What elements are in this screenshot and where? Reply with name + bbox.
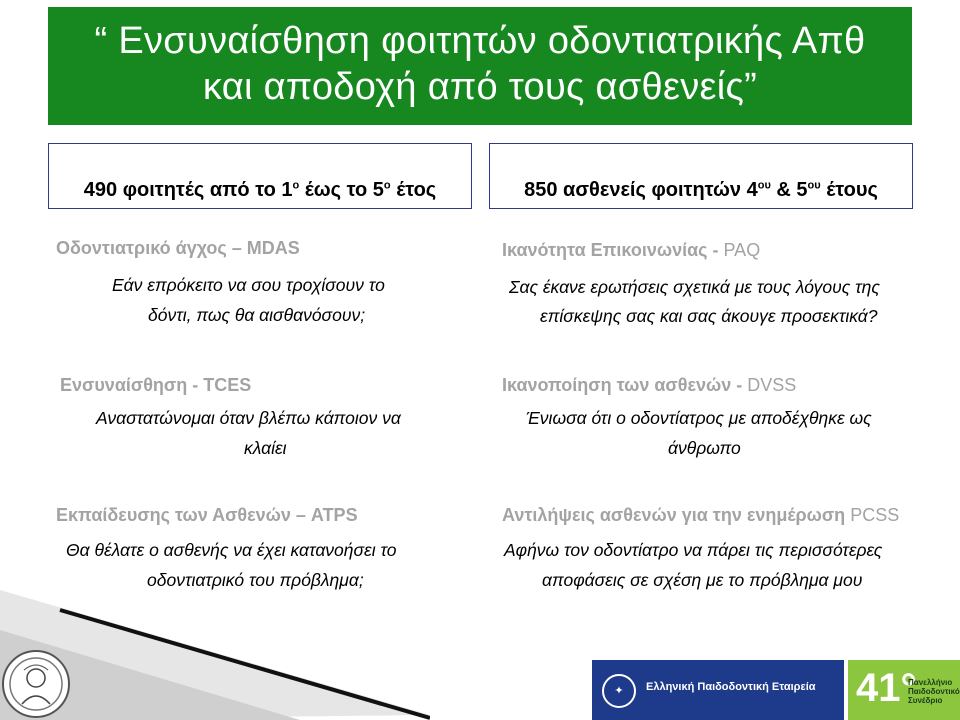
- pcss-quote-line-2: αποφάσεις σε σχέση με το πρόβλημα μου: [542, 570, 863, 590]
- students-box-text: 490 φοιτητές από το $1^o$ έως το $5^o$ έτος: [83, 179, 437, 201]
- dvss-heading: Ικανοποίηση των ασθενών - DVSS: [502, 375, 797, 395]
- atps-heading: Εκπαίδευσης των Ασθενών – ATPS: [56, 505, 358, 525]
- tces-quote-line-2: κλαίει: [244, 438, 287, 458]
- tces-heading: Ενσυναίσθηση - TCES: [60, 375, 252, 395]
- society-name: Ελληνική Παιδοδοντική Εταιρεία: [646, 681, 816, 693]
- congress-number: 41°: [856, 666, 917, 710]
- pcss-heading: Αντιλήψεις ασθενών για την ενημέρωση PCSS: [502, 505, 900, 525]
- mdas-heading: Οδοντιατρικό άγχος – MDAS: [56, 238, 300, 258]
- slide-title-line-1: “ Ενσυναίσθηση φοιτητών οδοντιατρικής Απθ: [94, 20, 866, 62]
- mdas-quote-line-2: δόντι, πως θα αισθανόσουν;: [148, 305, 366, 325]
- society-emblem-icon: ✦: [602, 674, 636, 708]
- students-box: [48, 143, 472, 209]
- mdas-quote-line-1: Εάν επρόκειτο να σου τροχίσουν το: [112, 275, 385, 295]
- congress-logo: [848, 660, 960, 720]
- paq-quote-line-1: Σας έκανε ερωτήσεις σχετικά με τους λόγους της: [509, 277, 880, 297]
- patients-box: [489, 143, 913, 209]
- university-seal-icon: [0, 640, 78, 720]
- atps-quote-line-2: οδοντιατρικό του πρόβλημα;: [147, 570, 364, 590]
- slide-title-line-2: και αποδοχή από τους ασθενείς”: [202, 66, 758, 108]
- tces-quote-line-1: Αναστατώνομαι όταν βλέπω κάποιον να: [96, 408, 401, 428]
- paq-heading: Ικανότητα Επικοινωνίας - PAQ: [502, 240, 761, 260]
- paq-quote-line-2: επίσκεψης σας και σας άκουγε προσεκτικά?: [540, 306, 878, 326]
- congress-text: Πανελλήνιο Παιδοδοντικό Συνέδριο: [908, 678, 960, 705]
- dvss-quote-line-1: Ένιωσα ότι ο οδοντίατρος με αποδέχθηκε ως: [526, 408, 872, 428]
- dvss-quote-line-2: άνθρωπο: [668, 438, 741, 458]
- title-banner: [48, 7, 912, 125]
- patients-box-text: 850 ασθενείς φοιτητών $4^{o\upsilon}$ & $5^{o\upsilon}$ έτους: [524, 179, 878, 201]
- atps-quote-line-1: Θα θέλατε ο ασθενής να έχει κατανοήσει το: [66, 540, 397, 560]
- pcss-quote-line-1: Αφήνω τον οδοντίατρο να πάρει τις περισσότερες: [504, 540, 883, 560]
- society-logo: [592, 660, 844, 720]
